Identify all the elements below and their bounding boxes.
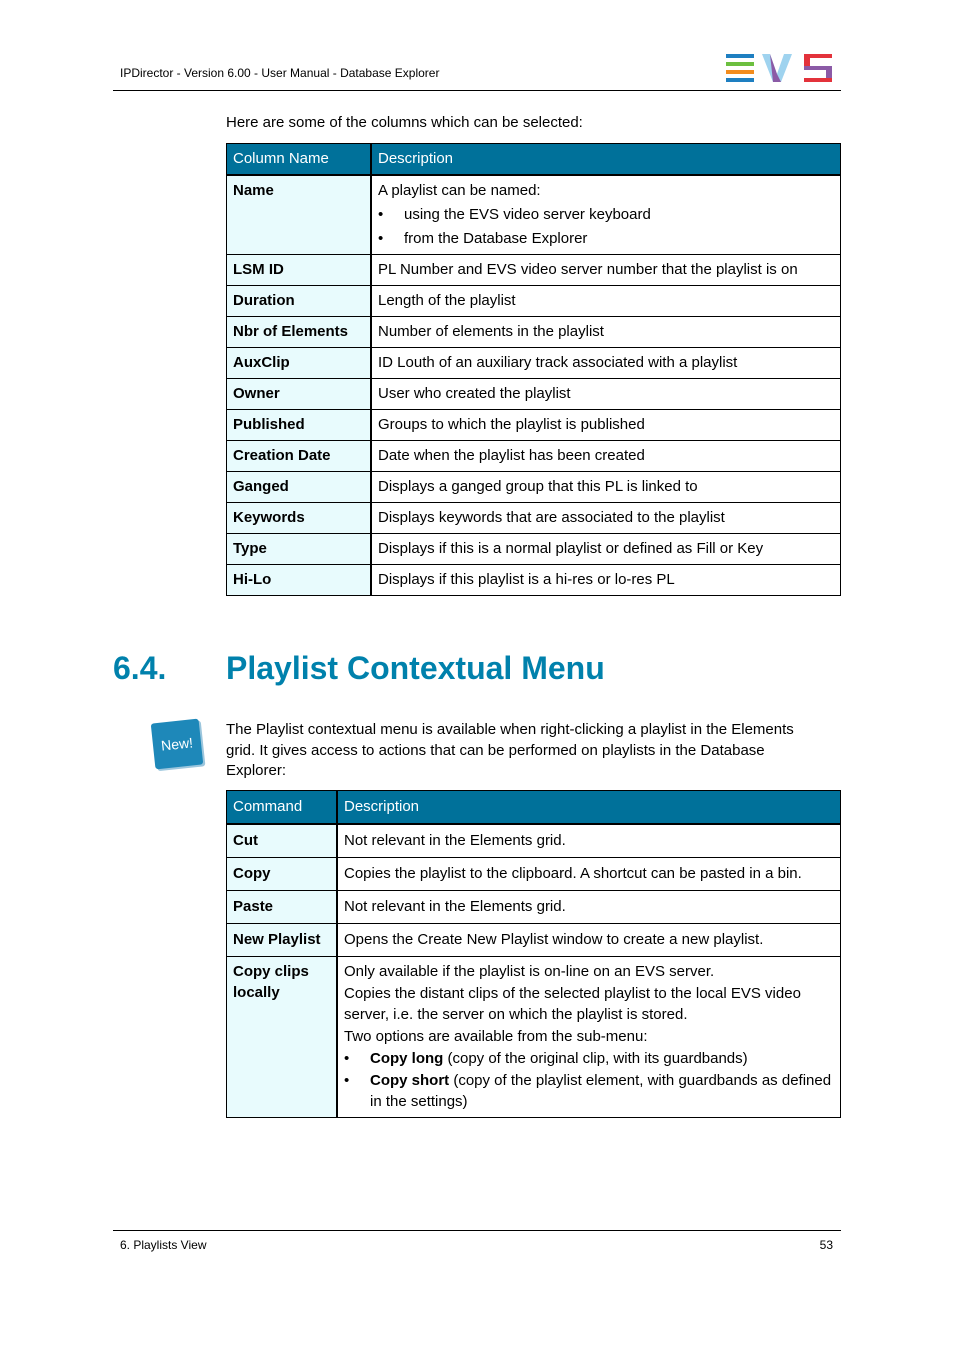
table-row [227, 317, 841, 348]
table-row [227, 858, 841, 891]
row-key: Owner [227, 379, 372, 410]
columns-table [226, 143, 841, 596]
row-key: Duration [227, 286, 372, 317]
description-text: A playlist can be named: [378, 182, 541, 199]
row-key: Copy clips locally [227, 957, 338, 1118]
row-key: Cut [227, 824, 338, 858]
row-description: ID Louth of an auxiliary track associated with a playlist [371, 348, 841, 379]
bullet-list [344, 1048, 834, 1112]
row-key: Copy [227, 858, 338, 891]
row-description [371, 175, 841, 255]
commands-table [226, 790, 841, 1118]
row-key: Name [227, 175, 372, 255]
row-description: Not relevant in the Elements grid. [337, 824, 841, 858]
option-name: Copy long [370, 1050, 444, 1067]
column-header: Description [337, 791, 841, 825]
row-key: Type [227, 534, 372, 565]
description-text: Copies the distant clips of the selected playlist to the local EVS video server, i.e. the server on which the playlist is stored. [344, 985, 801, 1023]
row-description: Number of elements in the playlist [371, 317, 841, 348]
row-description: Displays if this is a normal playlist or defined as Fill or Key [371, 534, 841, 565]
list-item: • using the EVS video server keyboard [378, 203, 834, 227]
table-row [227, 472, 841, 503]
list-item [344, 1048, 834, 1069]
option-name: Copy short [370, 1072, 450, 1089]
row-description: Displays a ganged group that this PL is linked to [371, 472, 841, 503]
bullet-list [378, 203, 834, 251]
section-paragraph: The Playlist contextual menu is available when right-clicking a playlist in the Elements grid. It gives access to actions that can be performed on playlists in the Database Explorer: [226, 721, 794, 779]
evs-logo [726, 54, 834, 82]
table-row [227, 175, 841, 255]
intro-text: Here are some of the columns which can be selected: [226, 114, 583, 131]
table-row [227, 957, 841, 1118]
column-header: Command [227, 791, 338, 825]
row-description: Displays if this playlist is a hi-res or lo-res PL [371, 565, 841, 596]
row-description: Length of the playlist [371, 286, 841, 317]
table-row [227, 565, 841, 596]
row-description: Displays keywords that are associated to the playlist [371, 503, 841, 534]
row-description: Groups to which the playlist is published [371, 410, 841, 441]
row-description: User who created the playlist [371, 379, 841, 410]
option-description: (copy of the playlist element, with guardbands as defined in the settings) [370, 1072, 832, 1110]
description-text: Only available if the playlist is on-line on an EVS server. [344, 963, 715, 980]
table-header-row [227, 791, 841, 825]
column-header: Column Name [227, 144, 372, 176]
header-rule [113, 90, 841, 91]
table-row [227, 348, 841, 379]
table-row [227, 410, 841, 441]
row-key: Paste [227, 891, 338, 924]
list-item: • from the Database Explorer [378, 227, 834, 251]
row-key: LSM ID [227, 255, 372, 286]
row-key: Keywords [227, 503, 372, 534]
table-row [227, 534, 841, 565]
footer-chapter: 6. Playlists View [120, 1238, 207, 1252]
row-key: Creation Date [227, 441, 372, 472]
row-description: Copies the playlist to the clipboard. A shortcut can be pasted in a bin. [337, 858, 841, 891]
table-row [227, 286, 841, 317]
table-row [227, 824, 841, 858]
table-header-row [227, 144, 841, 176]
row-description [337, 957, 841, 1118]
row-key: Hi-Lo [227, 565, 372, 596]
list-item [344, 1070, 834, 1112]
row-key: Published [227, 410, 372, 441]
row-key: New Playlist [227, 924, 338, 957]
page-number: 53 [819, 1238, 833, 1252]
new-badge-icon: New! [151, 719, 204, 770]
section-number: 6.4. [113, 650, 167, 686]
table-row [227, 379, 841, 410]
header-title: IPDirector - Version 6.00 - User Manual - Database Explorer [120, 66, 440, 80]
description-text: Two options are available from the sub-menu: [344, 1028, 648, 1045]
row-key: Ganged [227, 472, 372, 503]
table-row [227, 924, 841, 957]
table-row [227, 503, 841, 534]
table-row [227, 255, 841, 286]
table-row [227, 891, 841, 924]
column-header: Description [371, 144, 841, 176]
option-description: (copy of the original clip, with its guardbands) [443, 1050, 748, 1067]
footer-rule [113, 1230, 841, 1231]
row-description: PL Number and EVS video server number that the playlist is on [371, 255, 841, 286]
table-row [227, 441, 841, 472]
row-key: AuxClip [227, 348, 372, 379]
row-description: Date when the playlist has been created [371, 441, 841, 472]
row-description: Opens the Create New Playlist window to create a new playlist. [337, 924, 841, 957]
section-heading [113, 650, 605, 687]
section-title: Playlist Contextual Menu [226, 650, 605, 686]
row-description: Not relevant in the Elements grid. [337, 891, 841, 924]
row-key: Nbr of Elements [227, 317, 372, 348]
